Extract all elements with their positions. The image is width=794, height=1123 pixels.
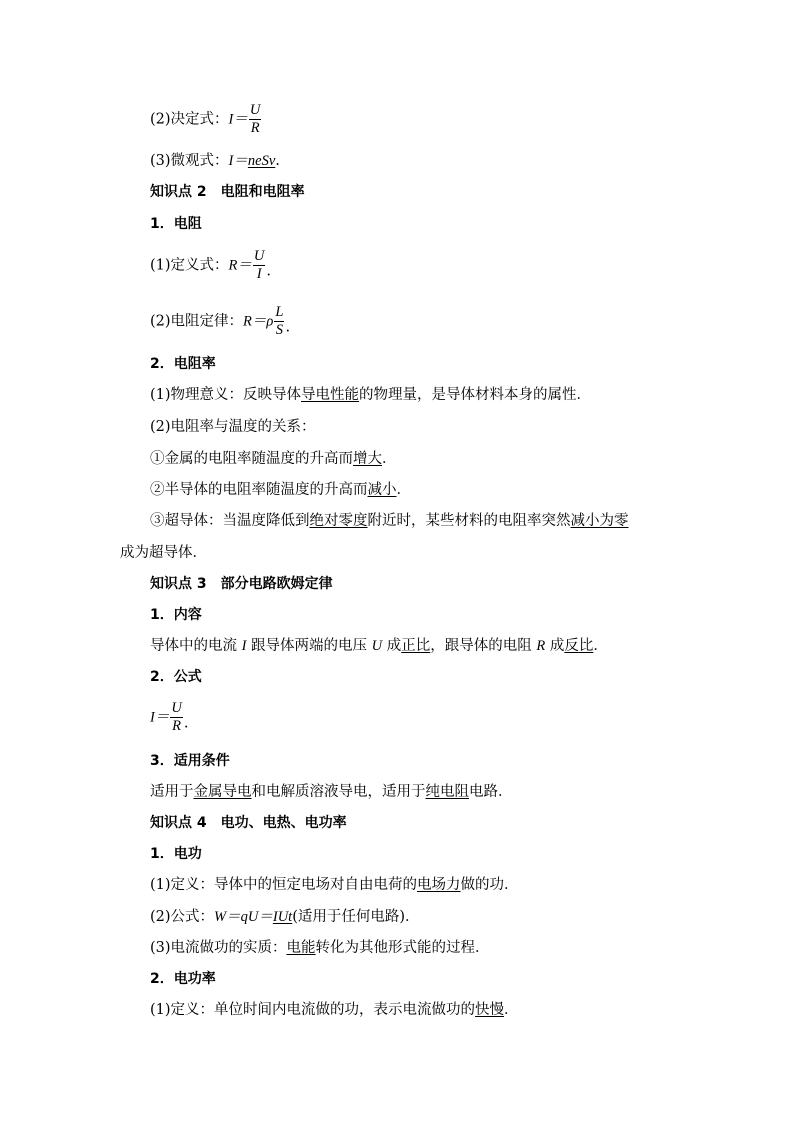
superconductor: ③超导体：当温度降低到绝对零度附近时，某些材料的电阻率突然减小为零 <box>150 513 629 529</box>
knowledge-point-4-heading: 知识点 4 电功、电热、电功率 <box>150 815 347 831</box>
formula-decisive: (2)决定式：I＝ $\frac{U}{R}$ <box>150 102 261 136</box>
physical-meaning: (1)物理意义：反映导体导电性能的物理量，是导体材料本身的属性． <box>150 387 592 403</box>
fraction: $\frac{U}{I}$ <box>253 248 265 282</box>
ohms-law-content: 导体中的电流 I 跟导体两端的电压 U 成正比，跟导体的电阻 R 成反比． <box>150 638 608 654</box>
fraction: $\frac{U}{R}$ <box>249 102 261 136</box>
fraction: $\frac{L}{S}$ <box>275 304 284 338</box>
electric-power-heading: 2．电功率 <box>150 971 216 987</box>
power-definition: (1)定义：单位时间内电流做的功，表示电流做功的快慢． <box>150 1002 519 1018</box>
formula-resistance-definition: (1)定义式：R＝ $\frac{U}{I}$ . <box>150 248 271 282</box>
knowledge-point-3-heading: 知识点 3 部分电路欧姆定律 <box>150 576 333 592</box>
electric-work-heading: 1．电功 <box>150 846 202 862</box>
semiconductor-resistivity: ②半导体的电阻率随温度的升高而减小． <box>150 482 411 498</box>
temperature-relation: (2)电阻率与温度的关系： <box>150 419 316 435</box>
conditions-heading: 3．适用条件 <box>150 753 230 769</box>
resistivity-heading: 2．电阻率 <box>150 356 216 372</box>
work-formula: (2)公式：W＝qU＝IUt(适用于任何电路)． <box>150 909 420 925</box>
work-definition: (1)定义：导体中的恒定电场对自由电荷的电场力做的功． <box>150 877 519 893</box>
work-essence: (3)电流做功的实质：电能转化为其他形式能的过程． <box>150 940 490 956</box>
applicable-conditions: 适用于金属导电和电解质溶液导电，适用于纯电阻电路． <box>150 784 513 800</box>
resistance-heading: 1．电阻 <box>150 216 202 232</box>
formula-resistance-law: (2)电阻定律：R＝ρ $\frac{L}{S}$ . <box>150 304 291 338</box>
knowledge-point-2-heading: 知识点 2 电阻和电阻率 <box>150 184 305 200</box>
superconductor-continued: 成为超导体． <box>120 545 207 561</box>
ohms-law-formula: I＝ $\frac{U}{R}$ . <box>150 700 189 734</box>
content-heading: 1．内容 <box>150 607 202 623</box>
formula-microscopic: (3)微观式：I＝neSv. <box>150 153 280 169</box>
fraction: $\frac{U}{R}$ <box>171 700 182 734</box>
formula-heading: 2．公式 <box>150 669 202 685</box>
metal-resistivity: ①金属的电阻率随温度的升高而增大． <box>150 451 397 467</box>
